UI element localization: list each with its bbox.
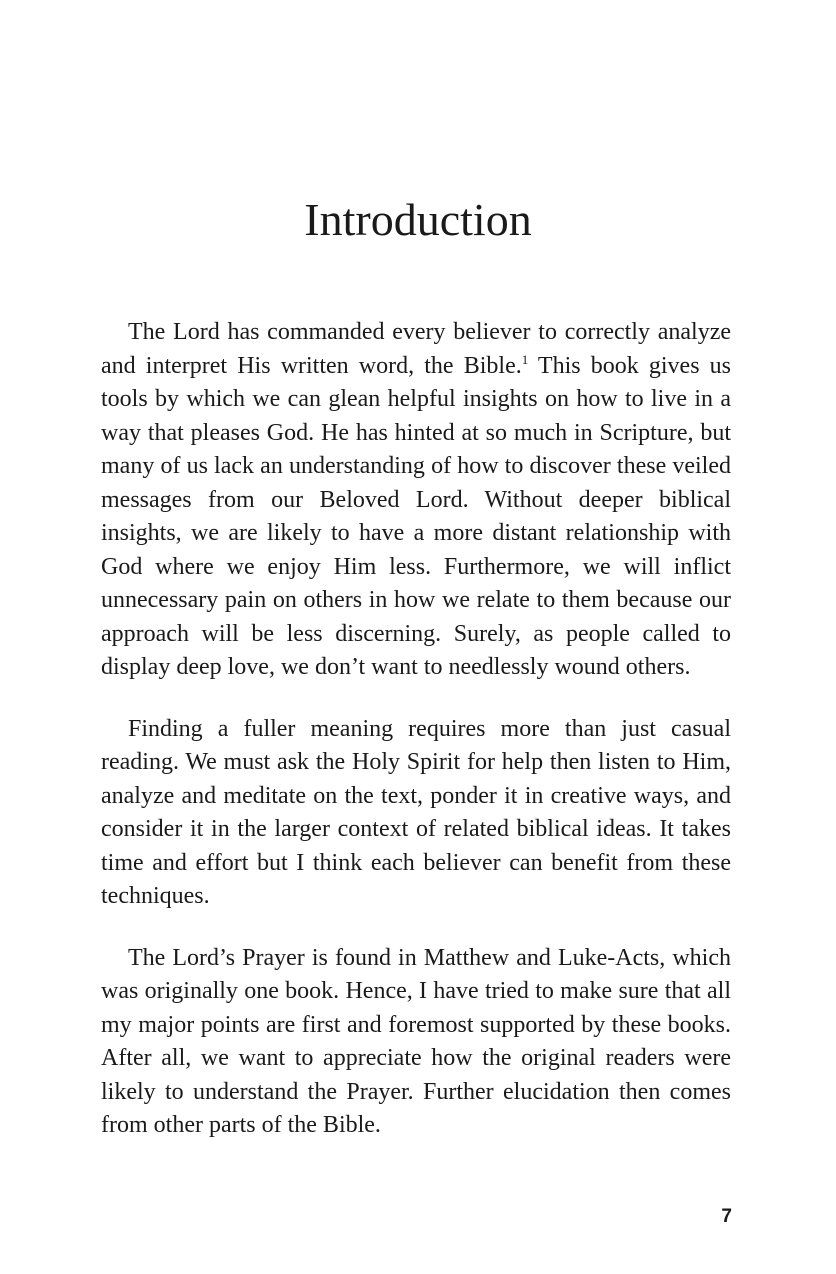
paragraph-3: The Lord’s Prayer is found in Matthew and Luke-Acts, which was originally one book. Hence, I have tried to make sure that all my major points are first and foremost supported by these books. After all, we want to appreciate how the original readers were likely to understand the Prayer. Further elucidation then comes from other parts of the Bible. bbox=[101, 944, 731, 1138]
chapter-title: Introduction bbox=[304, 194, 532, 245]
body-text bbox=[101, 316, 731, 1171]
paragraph-1-text-before-note: The Lord has commanded every believer to correctly analyze and interpret His written word, the Bible. bbox=[101, 319, 731, 379]
paragraph-1 bbox=[101, 316, 731, 685]
page-number: 7 bbox=[721, 1206, 732, 1227]
paragraph-2: Finding a fuller meaning requires more than just casual reading. We must ask the Holy Spirit for help then listen to Him, analyze and meditate on the text, ponder it in creative ways, and consider it in the larger context of related biblical ideas. It takes time and effort but I think each believer can benefit from these techniques. bbox=[101, 715, 731, 909]
paragraph-1-text-after-note: This book gives us tools by which we can glean helpful insights on how to live in a way that pleases God. He has hinted at so much in Scripture, but many of us lack an understanding of how to discover these veiled messages from our Beloved Lord. Without deeper biblical insights, we are likely to have a more distant relationship with God where we enjoy Him less. Furthermore, we will inflict unnecessary pain on others in how we relate to them because our approach will be less discerning. Surely, as people called to display deep love, we don’t want to needlessly wound others. bbox=[101, 352, 732, 680]
footnote-reference[interactable]: 1 bbox=[521, 351, 529, 367]
